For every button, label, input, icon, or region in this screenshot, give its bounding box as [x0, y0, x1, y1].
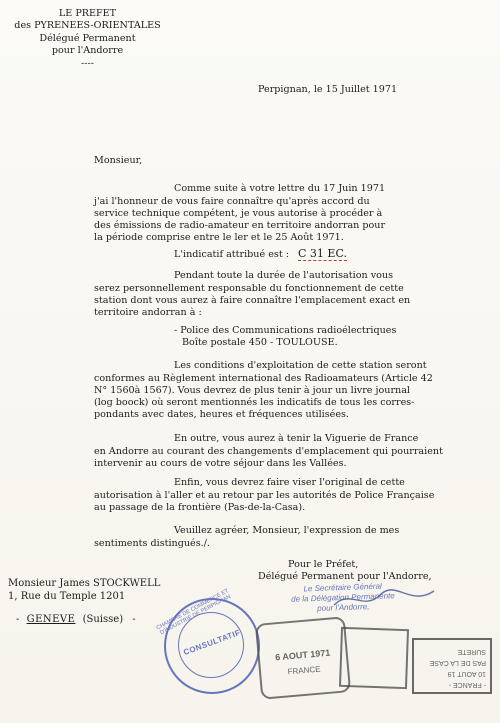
para3-line-3: N° 1560à 1567). Vous devrez de plus tenir à jour un livre journal	[94, 385, 411, 396]
secretary-stamp-line-1: Le Secrétaire Général	[303, 581, 382, 594]
stamp-center-label: CONSULTATIF	[182, 627, 242, 658]
secretary-stamp-line-3: pour l'Andorre,	[317, 602, 370, 613]
para1-line-3: service technique compétent, je vous autorise à procéder à	[94, 208, 383, 219]
para2-line-2: serez personnellement responsable du fonctionnement de cette	[94, 283, 404, 294]
para4-line-3: intervenir au cours de votre séjour dans les Vallées.	[94, 458, 347, 469]
closing-line-1: Veuillez agréer, Monsieur, l'expression de mes	[174, 525, 400, 536]
signature-line-1: Pour le Préfet,	[288, 559, 359, 570]
letterhead-line-2: des PYRENEES-ORIENTALES	[14, 20, 161, 32]
para2-line-4: territoire andorran à :	[94, 307, 202, 318]
recipient-name: Monsieur James STOCKWELL	[8, 578, 161, 589]
return-stamp-line-2: 10 AOUT 19	[447, 670, 486, 677]
rectangular-stamp	[339, 627, 409, 689]
handwritten-signature	[330, 585, 440, 613]
para5-line-3: au passage de la frontière (Pas-de-la-Casa).	[94, 502, 306, 513]
letterhead-line-1: LE PREFET	[58, 8, 117, 19]
stamp-ring-text: CHAMBRE DE COMMERCE ET D'INDUSTRIE DE PERPIGNAN	[155, 588, 232, 637]
para3-line-1: Les conditions d'exploitation de cette station seront	[174, 360, 427, 371]
border-control-stamp	[255, 616, 351, 700]
recipient-dash-left: -	[16, 614, 20, 625]
border-stamp-date: 6 AOUT 1971	[274, 647, 331, 663]
para3-line-4: (log boock) où seront mentionnés les indicatifs de tous les corres-	[94, 397, 415, 408]
recipient-city-line	[16, 614, 136, 626]
secretary-stamp-line-2: de la Délégation Permanente	[291, 591, 395, 604]
call-sign-value: C 31 EC.	[298, 247, 347, 260]
para1-line-4: des émissions de radio-amateur en territoire andorran pour	[94, 220, 386, 231]
salutation: Monsieur,	[94, 155, 143, 166]
para1-line-2: j'ai l'honneur de vous faire connaître qu'après accord du	[94, 196, 370, 207]
letterhead	[0, 8, 175, 70]
recipient-city: GENEVE	[26, 614, 76, 625]
return-border-stamp	[412, 638, 492, 694]
para1-line-1: Comme suite à votre lettre du 17 Juin 1971	[174, 183, 386, 194]
recipient-street: 1, Rue du Temple 1201	[8, 591, 126, 602]
return-stamp-line-4: SURETE	[457, 648, 486, 655]
return-stamp-line-1: - FRANCE -	[448, 681, 486, 688]
date-line: Perpignan, le 15 Juillet 1971	[258, 84, 398, 95]
letterhead-line-3: Délégué Permanent	[39, 32, 136, 44]
signature-line-2: Délégué Permanent pour l'Andorre,	[258, 571, 432, 582]
para5-line-2: autorisation à l'aller et au retour par les autorités de Police Française	[94, 490, 435, 501]
para3-line-5: pondants avec dates, heures et fréquences utilisées.	[94, 409, 349, 420]
recipient-country: (Suisse)	[82, 614, 124, 625]
para2-line-1: Pendant toute la durée de l'autorisation vous	[174, 270, 393, 281]
call-sign-line	[174, 248, 347, 261]
address-police-line-2: Boîte postale 450 - TOULOUSE.	[182, 337, 338, 348]
return-stamp-line-3: PAS DE LA CASE	[429, 659, 486, 666]
para4-line-2: en Andorre au courant des changements d'emplacement qui pourraient	[94, 446, 443, 457]
chamber-of-commerce-stamp	[155, 588, 260, 694]
para2-line-3: station dont vous aurez à faire connaître l'emplacement exact en	[94, 295, 411, 306]
para3-line-2: conformes au Règlement international des Radioamateurs (Article 42	[94, 373, 433, 384]
para1-line-5: la période comprise entre le ler et le 25 Août 1971.	[94, 232, 344, 243]
para4-line-1: En outre, vous aurez à tenir la Viguerie de France	[174, 433, 419, 444]
address-police-line-1: - Police des Communications radioélectriques	[174, 325, 397, 336]
letterhead-line-5: ----	[81, 57, 94, 69]
letterhead-line-4: pour l'Andorre	[51, 45, 124, 57]
border-stamp-country: FRANCE	[287, 664, 321, 677]
para5-line-1: Enfin, vous devrez faire viser l'original de cette	[174, 477, 405, 488]
closing-line-2: sentiments distingués./.	[94, 538, 210, 549]
recipient-dash-right: -	[132, 614, 136, 625]
call-sign-prefix: L'indicatif attribué est :	[174, 249, 289, 260]
